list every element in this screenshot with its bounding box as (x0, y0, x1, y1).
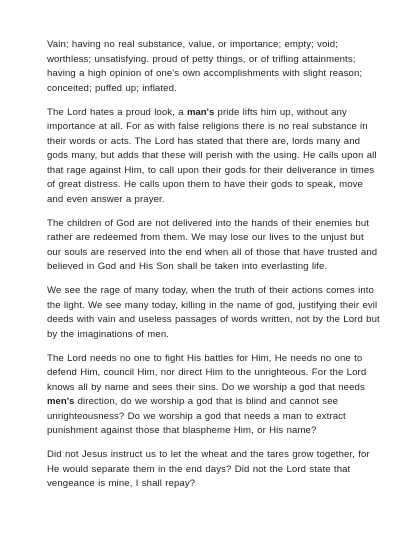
bold-word: man's (186, 106, 215, 118)
paragraph-text: The Lord hates a proud look, a (47, 106, 187, 118)
paragraph-text: The children of God are not delivered into the hands of their enemies but rather are redeemed from them. We may lose our lives to the unjust but our souls are reserved into the end when all of those that have trusted and believed in God and His Son shall be taken into everlasting life. (47, 217, 378, 272)
paragraph-proud-look (47, 106, 380, 208)
paragraph-lord-needs-no-one (47, 352, 380, 439)
bold-word: men's (47, 396, 75, 407)
paragraph-text: Vain; having no real substance, value, or importance; empty; void; worthless; unsatisfying. proud of petty things, or of trifling attainments; having a high opinion of one's own accomplishments with slight reason; conceited; puffed up; inflated. (47, 39, 363, 94)
paragraph-text: We see the rage of many today, when the truth of their actions comes into the light. We see many today, killing in the name of god, justifying their evil deeds with vain and useless passages of words written, not by the Lord but by the imaginations of men. (47, 285, 380, 340)
paragraph-rage-of-many (47, 284, 380, 342)
paragraph-wheat-and-tares (47, 448, 380, 492)
paragraph-text: pride lifts him up, without any importance at all. For as with false religions there is no real substance in their words or acts. The Lord has stated that there are, lords many and gods many, but adds that these will perish with the using. He calls upon all that rage against Him, to call upon their gods for their deliverance in times of great distress. He calls upon them to have their gods to speak, move and even answer a prayer. (47, 106, 377, 205)
paragraph-text: direction, do we worship a god that is blind and cannot see unrighteousness? Do we worship a god that needs a man to extract punishment against those that blaspheme Him, or His name? (47, 396, 346, 436)
paragraph-text: Did not Jesus instruct us to let the wheat and the tares grow together, for He would separate them in the end days? Did not the Lord state that vengeance is mine, I shall repay? (47, 449, 370, 489)
paragraph-text: The Lord needs no one to fight His battles for Him, He needs no one to defend Him, council Him, nor direct Him to the unrighteous. For the Lord knows all by name and sees their sins. Do we worship a god that needs (47, 352, 367, 393)
paragraph-children-of-god (47, 217, 380, 275)
paragraph-definition (47, 38, 380, 96)
